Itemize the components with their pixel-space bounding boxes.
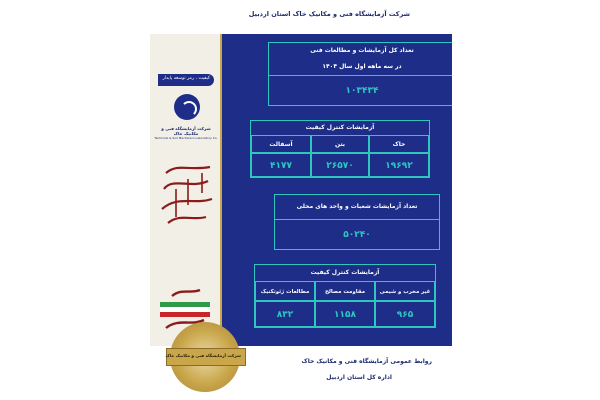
- qc1-header-concrete: بتن: [311, 135, 369, 153]
- footer-public-relations: روابط عمومی آزمایشگاه فنی و مکانیک خاک: [301, 358, 432, 365]
- company-title: شرکت آزمایشگاه فنی و مکانیک خاک استان اردبیل: [248, 10, 410, 18]
- branches-tests-box: [274, 194, 440, 250]
- total-tests-title-2: در سه ماهه اول سال ۱۴۰۴: [322, 63, 402, 70]
- logo-company-name: شرکت آزمایشگاه فنی و مکانیک خاک: [161, 126, 211, 136]
- qc2-value-ndt-chemistry: ۹۶۵: [375, 301, 435, 327]
- quality-control-box-1: [250, 120, 430, 178]
- qc2-title: آزمایشات کنترل کیفیت: [310, 269, 380, 276]
- footer-province-office: اداره کل استان اردبیل: [326, 374, 392, 381]
- qc1-value-concrete: ۲۶۵۷۰: [311, 153, 369, 177]
- qc1-header-soil: خاک: [369, 135, 429, 153]
- qc2-header-geotechnical: مطالعات ژئوتکنیک: [255, 281, 315, 301]
- poster-header: [150, 0, 452, 34]
- qc2-value-material-strength: ۱۱۵۸: [315, 301, 375, 327]
- seal-text: شرکت آزمایشگاه فنی و مکانیک خاک: [165, 353, 241, 358]
- company-logo-icon: [174, 94, 200, 120]
- total-tests-title-1: تعداد کل آزمایشات و مطالعات فنی: [310, 47, 414, 54]
- seal-band: [166, 348, 246, 366]
- calligraphy-decoration: [158, 159, 216, 229]
- total-tests-box: [268, 42, 452, 106]
- qc2-value-geotechnical: ۸۳۲: [255, 301, 315, 327]
- gold-seal-badge: [165, 322, 241, 392]
- logo-company-name-en: Technical & Soil Mechanics Laboratory Co.: [154, 136, 218, 140]
- qc1-value-soil: ۱۹۶۹۲: [369, 153, 429, 177]
- slogan-ribbon: [158, 74, 214, 86]
- qc1-value-asphalt: ۴۱۷۷: [251, 153, 311, 177]
- side-banner: [150, 34, 220, 346]
- branches-title: تعداد آزمایشات شعبات و واحد های محلی: [296, 203, 418, 210]
- infographic-poster: [150, 0, 452, 400]
- qc1-title: آزمایشات کنترل کیفیت: [305, 124, 375, 131]
- slogan-text: کیفیت ، رمز توسعه پایدار: [162, 76, 210, 81]
- qc1-header-asphalt: آسفالت: [251, 135, 311, 153]
- qc2-header-ndt-chemistry: غیر مخرب و شیمی: [375, 281, 435, 301]
- qc2-header-material-strength: مقاومت مصالح: [315, 281, 375, 301]
- quality-control-box-2: [254, 264, 436, 328]
- total-tests-value: ۱۰۳۴۳۴: [269, 75, 452, 105]
- branches-value: ۵۰۲۴۰: [275, 219, 439, 249]
